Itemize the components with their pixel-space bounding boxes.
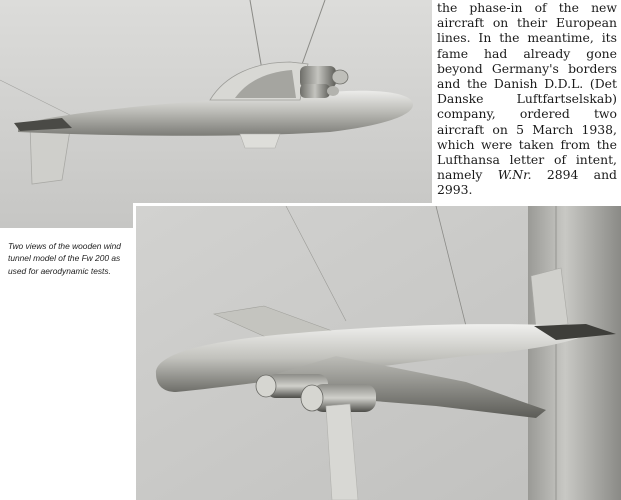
wind-tunnel-photo-perspective-view	[133, 203, 621, 500]
paragraph-text-end: 2894 and 2993.	[437, 167, 617, 198]
article-paragraph	[437, 0, 617, 198]
werk-nummer-label: W.Nr.	[497, 167, 532, 183]
photo-caption: Two views of the wooden wind tunnel model of the Fw 200 as used for aerodynamic tests.	[8, 241, 121, 276]
photo-perspective-view-image	[136, 206, 621, 500]
photo-side-view-image	[0, 0, 432, 228]
paragraph-text: the phase-in of the new aircraft on their European lines. In the meantime, its fame had already gone beyond Germany's borders and the Danish D.D.L. (Det Danske Luftfartselskab) company, ordered two aircraft on 5 March 1938, which were taken from the Lufthansa letter of intent, namely	[437, 0, 617, 183]
wind-tunnel-photo-side-view	[0, 0, 432, 228]
